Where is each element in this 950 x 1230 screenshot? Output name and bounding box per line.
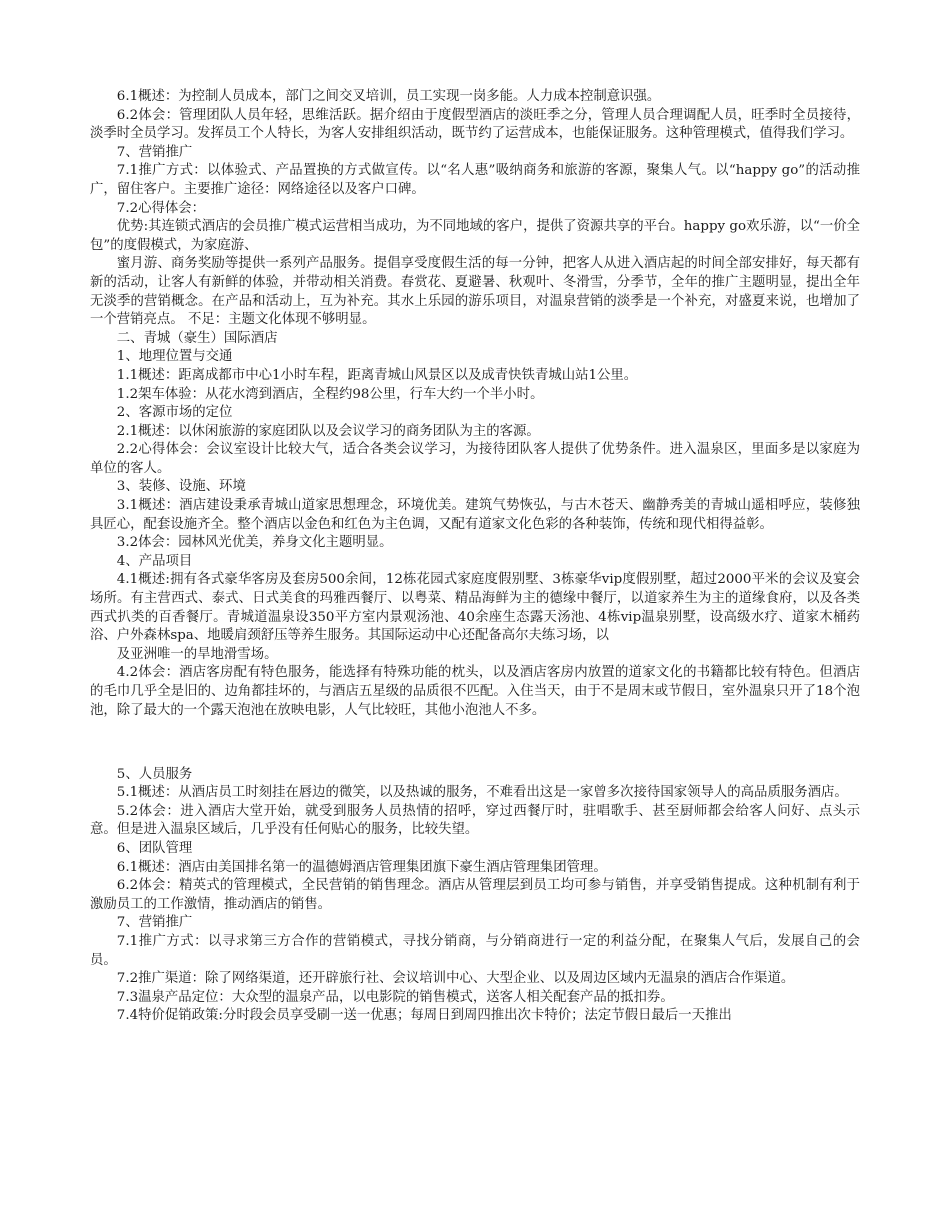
paragraph: 7.2心得体会：	[116, 200, 206, 216]
paragraph: 优势:其连锁式酒店的会员推广模式运营相当成功，为不同地域的客户，提供了资源共享的平台。happy go欢乐游，以“一价全包”的度假模式，为家庭游、	[90, 219, 860, 253]
paragraph: 7.1推广方式：以寻求第三方合作的营销模式，寻找分销商，与分销商进行一定的利益分配，在聚集人气后，发展自己的会员。	[90, 933, 860, 968]
paragraph: 5.2体会：进入酒店大堂开始，就受到服务人员热情的招呼，穿过西餐厅时，驻唱歌手、甚至厨师都会给客人问好、点头示意。但是进入温泉区域后，几乎没有任何贴心的服务，比较失望。	[90, 803, 860, 838]
paragraph: 3.2体会：园林风光优美，养身文化主题明显。	[116, 535, 393, 551]
paragraph: 6.1概述：为控制人员成本，部门之间交叉培训，员工实现一岗多能。人力成本控制意识强。	[116, 89, 661, 104]
paragraph: 1、地理位置与交通	[116, 349, 233, 365]
paragraph: 2.2心得体会：会议室设计比较大气，适合各类会议学习，为接待团队客人提供了优势条件。进入温泉区，里面多是以家庭为单位的客人。	[90, 442, 860, 476]
paragraph: 4、产品项目	[116, 553, 193, 569]
paragraph: 2、客源市场的定位	[116, 405, 233, 421]
blank-line	[90, 734, 860, 753]
paragraph: 2.1概述：以休闲旅游的家庭团队以及会议学习的商务团队为主的客源。	[116, 423, 540, 439]
document-body	[90, 88, 860, 1026]
paragraph: 6.1概述：酒店由美国排名第一的温德姆酒店管理集团旗下豪生酒店管理集团管理。	[116, 859, 607, 875]
paragraph: 7.4特价促销政策:分时段会员享受刷一送一优惠；每周日到周四推出次卡特价；法定节假日最后一天推出	[116, 1008, 732, 1024]
paragraph: 3.1概述：酒店建设秉承青城山道家思想理念，环境优美。建筑气势恢弘，与古木苍天、幽静秀美的青城山遥相呼应，装修独具匠心，配套设施齐全。整个酒店以金色和红色为主色调，又配有道家文化色彩的各种装饰，传统和现代相得益彰。	[90, 498, 860, 532]
paragraph: 6.2体会：精英式的管理模式，全民营销的销售理念。酒店从管理层到员工均可参与销售，并享受销售提成。这种机制有利于激励员工的工作激情，推动酒店的销售。	[90, 878, 860, 912]
paragraph: 及亚洲唯一的旱地滑雪场。	[116, 646, 278, 662]
paragraph: 1.1概述：距离成都市中心1小时车程，距离青城山风景区以及成青快铁青城山站1公里。	[116, 367, 638, 383]
paragraph: 7、营销推广	[116, 144, 193, 160]
paragraph: 7、营销推广	[116, 915, 193, 931]
paragraph: 4.1概述:拥有各式豪华客房及套房500余间，12栋花园式家庭度假别墅、3栋豪华vip度假别墅，超过2000平米的会议及宴会场所。有主营西式、泰式、日式美食的玛雅西餐厅、以粤菜、精品海鲜为主的德缘中餐厅，以道家养生为主的道缘食府，以及各类西式扒类的百香餐厅。青城道温泉设350平方室内景观汤池、40余座生态露天汤池、4栋vip温泉别墅，设高级水疗、道家木桶药浴、户外森林spa、地暖肩颈舒压等养生服务。其国际运动中心还配备高尔夫练习场，以	[90, 572, 860, 644]
paragraph: 4.2体会：酒店客房配有特色服务，能选择有特殊功能的枕头，以及酒店客房内放置的道家文化的书籍都比较有特色。但酒店的毛巾几乎全是旧的、边角都挂坏的，与酒店五星级的品质很不匹配。入住当天，由于不是周末或节假日，室外温泉只开了18个泡池，除了最大的一个露天泡池在放映电影，人气比较旺，其他小泡池人不多。	[90, 665, 860, 718]
paragraph: 6.2体会：管理团队人员年轻，思维活跃。据介绍由于度假型酒店的淡旺季之分，管理人员合理调配人员，旺季时全员接待，淡季时全员学习。发挥员工个人特长，为客人安排组织活动，既节约了运营成本，也能保证服务。这种管理模式，值得我们学习。	[90, 107, 860, 142]
paragraph: 1.2架车体验：从花水湾到酒店，全程约98公里，行车大约一个半小时。	[116, 386, 544, 402]
paragraph: 5.1概述：从酒店员工时刻挂在唇边的微笑，以及热诚的服务，不难看出这是一家曾多次接待国家领导人的高品质服务酒店。	[116, 785, 848, 801]
paragraph: 7.2推广渠道：除了网络渠道，还开辟旅行社、会议培训中心、大型企业、以及周边区域内无温泉的酒店合作渠道。	[116, 971, 795, 987]
paragraph: 7.1推广方式：以体验式、产品置换的方式做宣传。以“名人惠”吸纳商务和旅游的客源，聚集人气。以“happy go”的活动推广，留住客户。主要推广途径：网络途径以及客户口碑。	[90, 163, 860, 197]
paragraph: 二、青城（豪生）国际酒店	[116, 330, 278, 346]
paragraph: 7.3温泉产品定位：大众型的温泉产品，以电影院的销售模式，送客人相关配套产品的抵扣券。	[116, 989, 674, 1005]
paragraph: 蜜月游、商务奖励等提供一系列产品服务。提倡享受度假生活的每一分钟，把客人从进入酒店起的时间全部安排好，每天都有新的活动，让客人有新鲜的体验，并带动相关消费。春赏花、夏避暑、秋观叶、冬滑雪，分季节，全年的推广主题明显，提出全年无淡季的营销概念。在产品和活动上，互为补充。其水上乐园的游乐项目，对温泉营销的淡季是一个补充，对盛夏来说，也增加了一个营销亮点。 不足：主题文化体现不够明显。	[90, 256, 860, 328]
paragraph: 6、团队管理	[116, 840, 193, 856]
paragraph: 3、装修、设施、环境	[116, 479, 246, 495]
paragraph: 5、人员服务	[116, 766, 193, 782]
